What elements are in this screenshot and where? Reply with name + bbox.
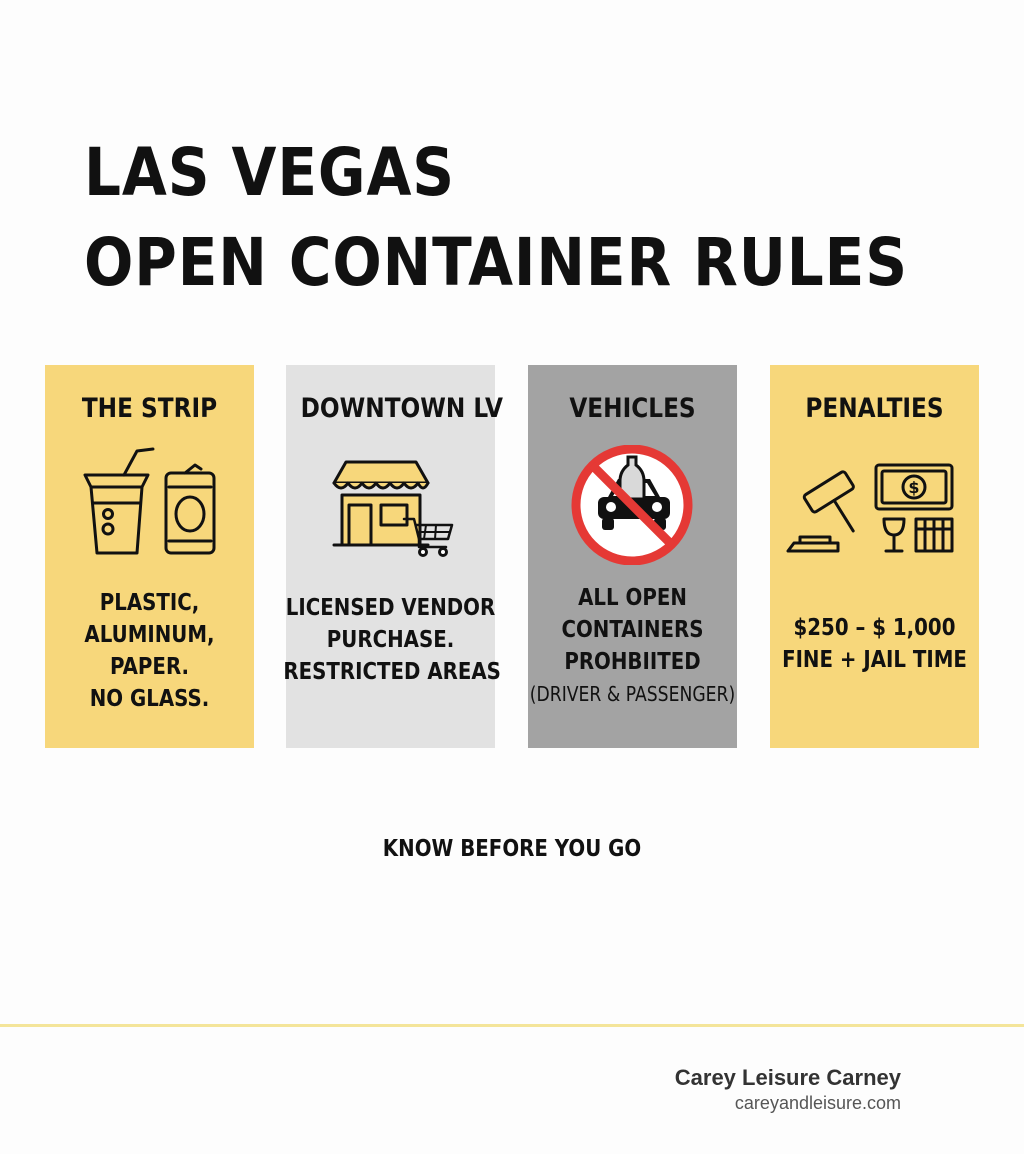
card-line: ALUMINUM, — [84, 622, 215, 648]
storefront-cart-icon — [286, 445, 495, 565]
card-line: LICENSED VENDOR — [285, 595, 496, 621]
card-downtown-lv — [283, 365, 503, 748]
card-text — [42, 587, 256, 715]
card-line: PLASTIC, — [99, 590, 200, 616]
card-line: PROHBIITED — [564, 649, 701, 675]
card-line: PURCHASE. — [326, 627, 455, 653]
card-line: (DRIVER & PASSENGER) — [529, 682, 736, 706]
tagline: KNOW BEFORE YOU GO — [382, 836, 642, 862]
card-line: RESTRICTED AREAS — [283, 659, 501, 685]
no-alcohol-in-car-icon — [528, 445, 737, 565]
card-line: $250 – $ 1,000 — [793, 615, 956, 641]
footer-divider — [0, 1024, 1024, 1027]
card-penalties — [770, 365, 979, 748]
title-line-1: LAS VEGAS — [84, 134, 456, 211]
cup-and-can-icon — [45, 445, 254, 565]
gavel-money-jail-icon — [770, 445, 979, 565]
card-line: ALL OPEN — [578, 585, 687, 611]
card-text — [525, 582, 739, 710]
card-line: NO GLASS. — [89, 686, 210, 712]
card-line: PAPER. — [109, 654, 190, 680]
title-line-2: OPEN CONTAINER RULES — [84, 224, 908, 301]
card-the-strip — [45, 365, 254, 748]
card-title: VEHICLES — [569, 393, 696, 424]
card-text — [283, 592, 501, 688]
card-text — [767, 612, 981, 676]
brand — [675, 1064, 901, 1114]
brand-name: Carey Leisure Carney — [674, 1065, 901, 1090]
card-title: DOWNTOWN LV — [300, 393, 503, 424]
brand-url[interactable]: careyandleisure.com — [734, 1093, 901, 1113]
card-title: PENALTIES — [805, 393, 944, 424]
page-title — [84, 128, 908, 308]
svg-text:$: $ — [908, 478, 920, 497]
card-line: FINE + JAIL TIME — [782, 647, 967, 673]
card-title: THE STRIP — [81, 393, 218, 424]
card-line: CONTAINERS — [561, 617, 704, 643]
card-vehicles — [528, 365, 737, 748]
